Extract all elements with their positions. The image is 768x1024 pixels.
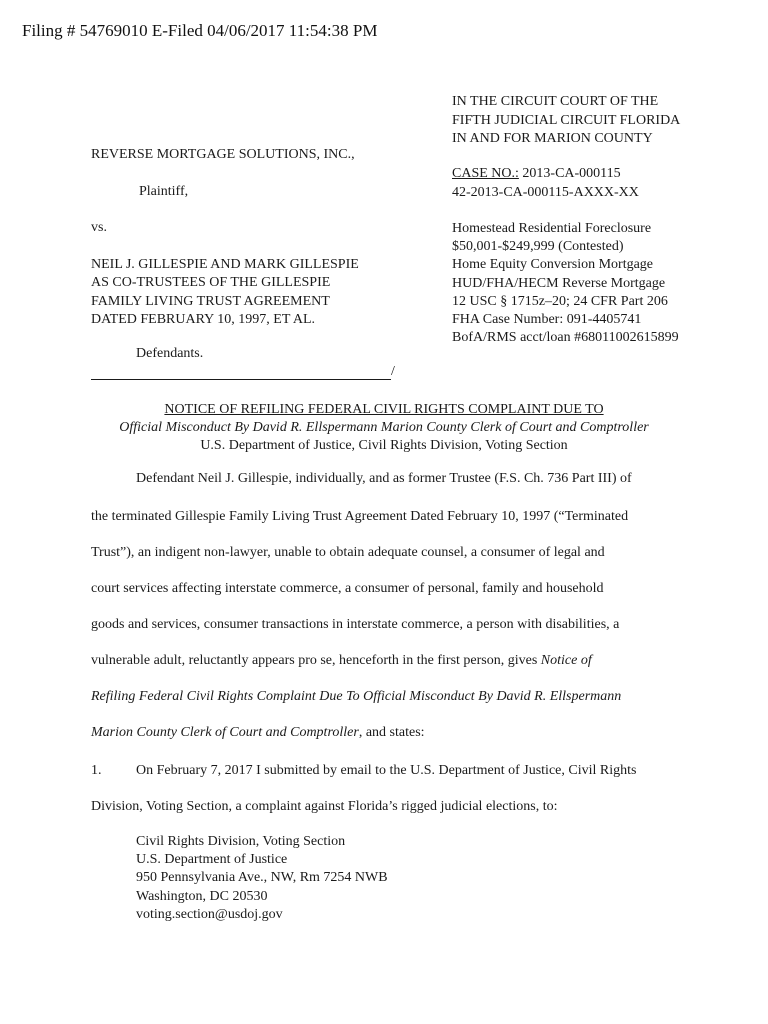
case-number-block	[452, 165, 639, 202]
body-italic-text: Marion County Clerk of Court and Comptroller	[91, 725, 359, 740]
title-line-3: U.S. Department of Justice, Civil Rights Division, Voting Section	[200, 438, 568, 453]
body-line: the terminated Gillespie Family Living Trust Agreement Dated February 10, 1997 (“Terminated	[91, 509, 629, 524]
body-line: goods and services, consumer transactions in interstate commerce, a person with disabilities, a	[91, 617, 620, 632]
caption-divider-line	[91, 362, 391, 380]
plaintiff-role: Plaintiff,	[139, 184, 189, 199]
defendant-line: DATED FEBRUARY 10, 1997, ET AL.	[91, 311, 316, 327]
address-line: 950 Pennsylvania Ave., NW, Rm 7254 NWB	[136, 870, 388, 886]
body-line: Defendant Neil J. Gillespie, individually, and as former Trustee (F.S. Ch. 736 Part III) of	[136, 471, 632, 486]
title-line-2: Official Misconduct By David R. Ellspermann Marion County Clerk of Court and Comptroller	[119, 420, 649, 435]
case-info-line: BofA/RMS acct/loan #68011002615899	[452, 330, 679, 346]
versus-label: vs.	[91, 220, 107, 235]
body-line	[91, 689, 621, 705]
defendant-line: AS CO-TRUSTEES OF THE GILLESPIE	[91, 275, 331, 291]
court-line: IN AND FOR MARION COUNTY	[452, 131, 653, 146]
email-address: voting.section@usdoj.gov	[136, 906, 283, 922]
case-number-label: CASE NO.:	[452, 166, 519, 181]
case-info-line: FHA Case Number: 091-4405741	[452, 312, 642, 328]
defendants-role: Defendants.	[136, 346, 204, 361]
court-line: FIFTH JUDICIAL CIRCUIT FLORIDA	[452, 112, 681, 128]
address-line: Civil Rights Division, Voting Section	[136, 834, 346, 849]
case-info-line: $50,001-$249,999 (Contested)	[452, 239, 624, 255]
body-text: vulnerable adult, reluctantly appears pro se, henceforth in the first person, gives	[91, 653, 541, 668]
case-number-alt: 42-2013-CA-000115-AXXX-XX	[452, 184, 639, 200]
case-info-line: Home Equity Conversion Mortgage	[452, 257, 654, 273]
defendant-line: NEIL J. GILLESPIE AND MARK GILLESPIE	[91, 257, 359, 272]
case-number-line	[452, 165, 639, 184]
body-italic-text: Refiling Federal Civil Rights Complaint Due To Official Misconduct By David R. Ellspermann	[91, 689, 622, 704]
body-line: Trust”), an indigent non-lawyer, unable to obtain adequate counsel, a consumer of legal and	[91, 545, 605, 560]
body-line: court services affecting interstate commerce, a consumer of personal, family and household	[91, 581, 604, 596]
body-italic-text: Notice of	[540, 653, 592, 668]
body-line	[91, 653, 592, 669]
address-block	[136, 833, 388, 924]
body-line: On February 7, 2017 I submitted by email to the U.S. Department of Justice, Civil Rights	[136, 763, 637, 778]
body-text: , and states:	[358, 725, 425, 740]
court-line: IN THE CIRCUIT COURT OF THE	[452, 94, 659, 109]
case-info-line: 12 USC § 1715z–20; 24 CFR Part 206	[452, 293, 668, 309]
filing-stamp: Filing # 54769010 E-Filed 04/06/2017 11:54:38 PM	[22, 21, 378, 40]
document-title	[0, 401, 768, 455]
case-info-block	[452, 220, 679, 347]
case-number-value: 2013-CA-000115	[518, 166, 621, 181]
body-line: Division, Voting Section, a complaint against Florida’s rigged judicial elections, to:	[91, 799, 558, 814]
court-heading	[452, 93, 680, 149]
body-line	[91, 725, 425, 741]
address-line: U.S. Department of Justice	[136, 852, 288, 868]
plaintiff-name: REVERSE MORTGAGE SOLUTIONS, INC.,	[91, 147, 355, 162]
defendant-names	[91, 256, 359, 329]
address-line: Washington, DC 20530	[136, 888, 268, 904]
defendant-line: FAMILY LIVING TRUST AGREEMENT	[91, 293, 330, 309]
case-info-line: HUD/FHA/HECM Reverse Mortgage	[452, 275, 666, 291]
item-number: 1.	[91, 763, 102, 778]
title-line-1: NOTICE OF REFILING FEDERAL CIVIL RIGHTS COMPLAINT DUE TO	[164, 402, 604, 417]
case-info-line: Homestead Residential Foreclosure	[452, 221, 652, 236]
caption-slash: /	[391, 364, 395, 379]
